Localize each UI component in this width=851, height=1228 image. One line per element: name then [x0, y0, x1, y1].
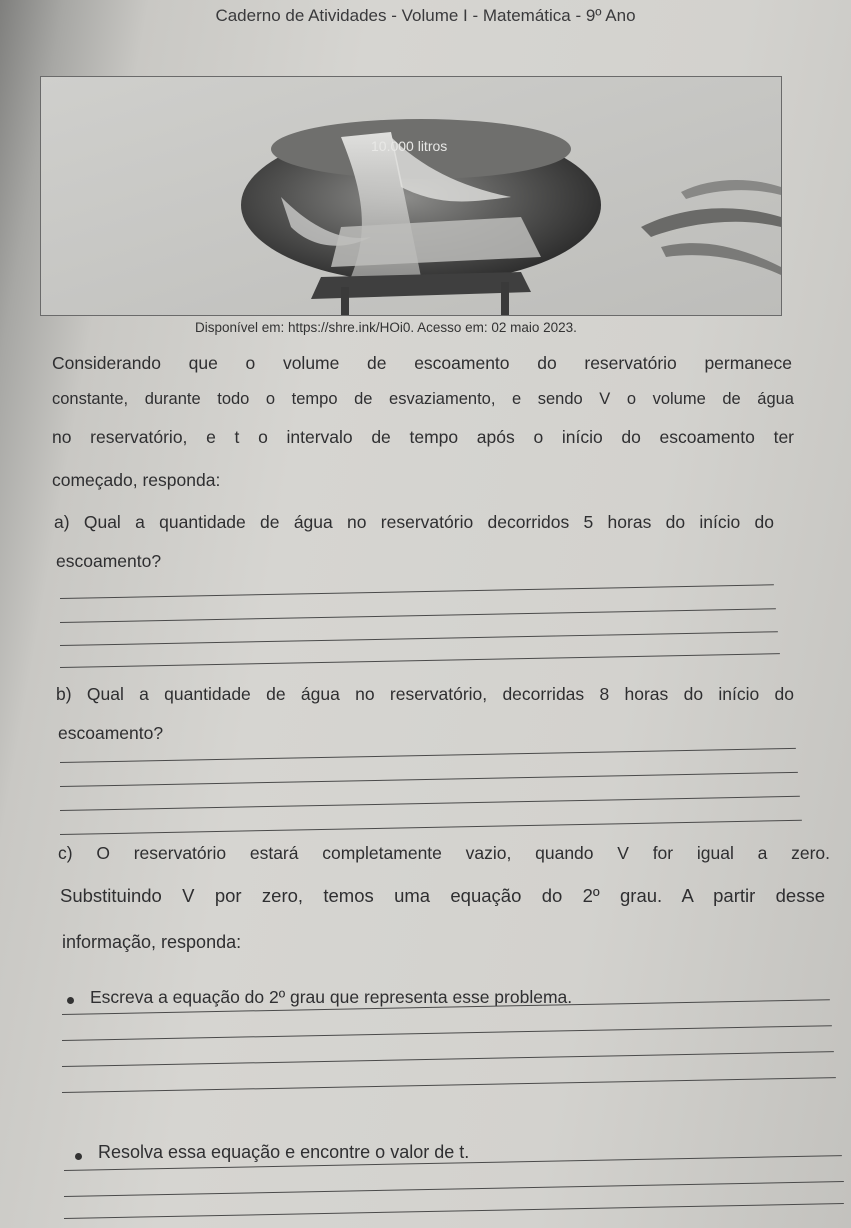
water-tank-photo: [40, 76, 782, 316]
answer-line-b-3: [60, 796, 800, 811]
answer-line-c2-2: [64, 1181, 844, 1197]
intro-line-4: começado, responda:: [52, 470, 221, 490]
answer-line-c1-4: [62, 1077, 836, 1093]
water-tank-illustration: [41, 77, 781, 315]
answer-line-b-1: [60, 748, 796, 763]
question-c-bullet-2: Resolva essa equação e encontre o valor de t.: [98, 1142, 470, 1162]
answer-line-c1-2: [62, 1025, 832, 1041]
question-b-line-2: escoamento?: [58, 723, 164, 743]
answer-line-c2-3: [64, 1203, 844, 1219]
question-b-line-1: b) Qual a quantidade de água no reservatório, decorridas 8 horas do início do: [56, 684, 794, 704]
answer-line-a-4: [60, 653, 780, 668]
intro-line-3: no reservatório, e t o intervalo de tempo após o início do escoamento ter: [52, 427, 794, 447]
question-c-line-2: Substituindo V por zero, temos uma equação do 2º grau. A partir desse: [60, 885, 825, 906]
answer-line-b-4: [60, 820, 802, 835]
page-header: Caderno de Atividades - Volume I - Matemática - 9º Ano: [215, 6, 636, 25]
answer-line-c1-3: [62, 1051, 834, 1067]
photo-caption: Disponível em: https://shre.ink/HOi0. Acesso em: 02 maio 2023.: [195, 320, 577, 335]
question-a-line-2: escoamento?: [56, 551, 162, 571]
answer-line-a-1: [60, 584, 774, 599]
answer-line-b-2: [60, 772, 798, 787]
intro-line-1: Considerando que o volume de escoamento do reservatório permanece: [52, 353, 792, 373]
bullet-marker-2: [75, 1153, 82, 1160]
answer-line-a-3: [60, 631, 778, 646]
question-a-line-1: a) Qual a quantidade de água no reservatório decorridos 5 horas do início do: [54, 512, 774, 532]
question-c-line-3: informação, responda:: [62, 932, 242, 952]
bullet-marker-1: [67, 997, 74, 1004]
tank-label: 10.000 litros: [371, 138, 448, 154]
question-c-bullet-1: Escreva a equação do 2º grau que representa esse problema.: [90, 987, 573, 1007]
intro-line-2: constante, durante todo o tempo de esvaziamento, e sendo V o volume de água: [52, 390, 794, 408]
answer-line-a-2: [60, 608, 776, 623]
question-c-line-1: c) O reservatório estará completamente vazio, quando V for igual a zero.: [58, 843, 830, 863]
